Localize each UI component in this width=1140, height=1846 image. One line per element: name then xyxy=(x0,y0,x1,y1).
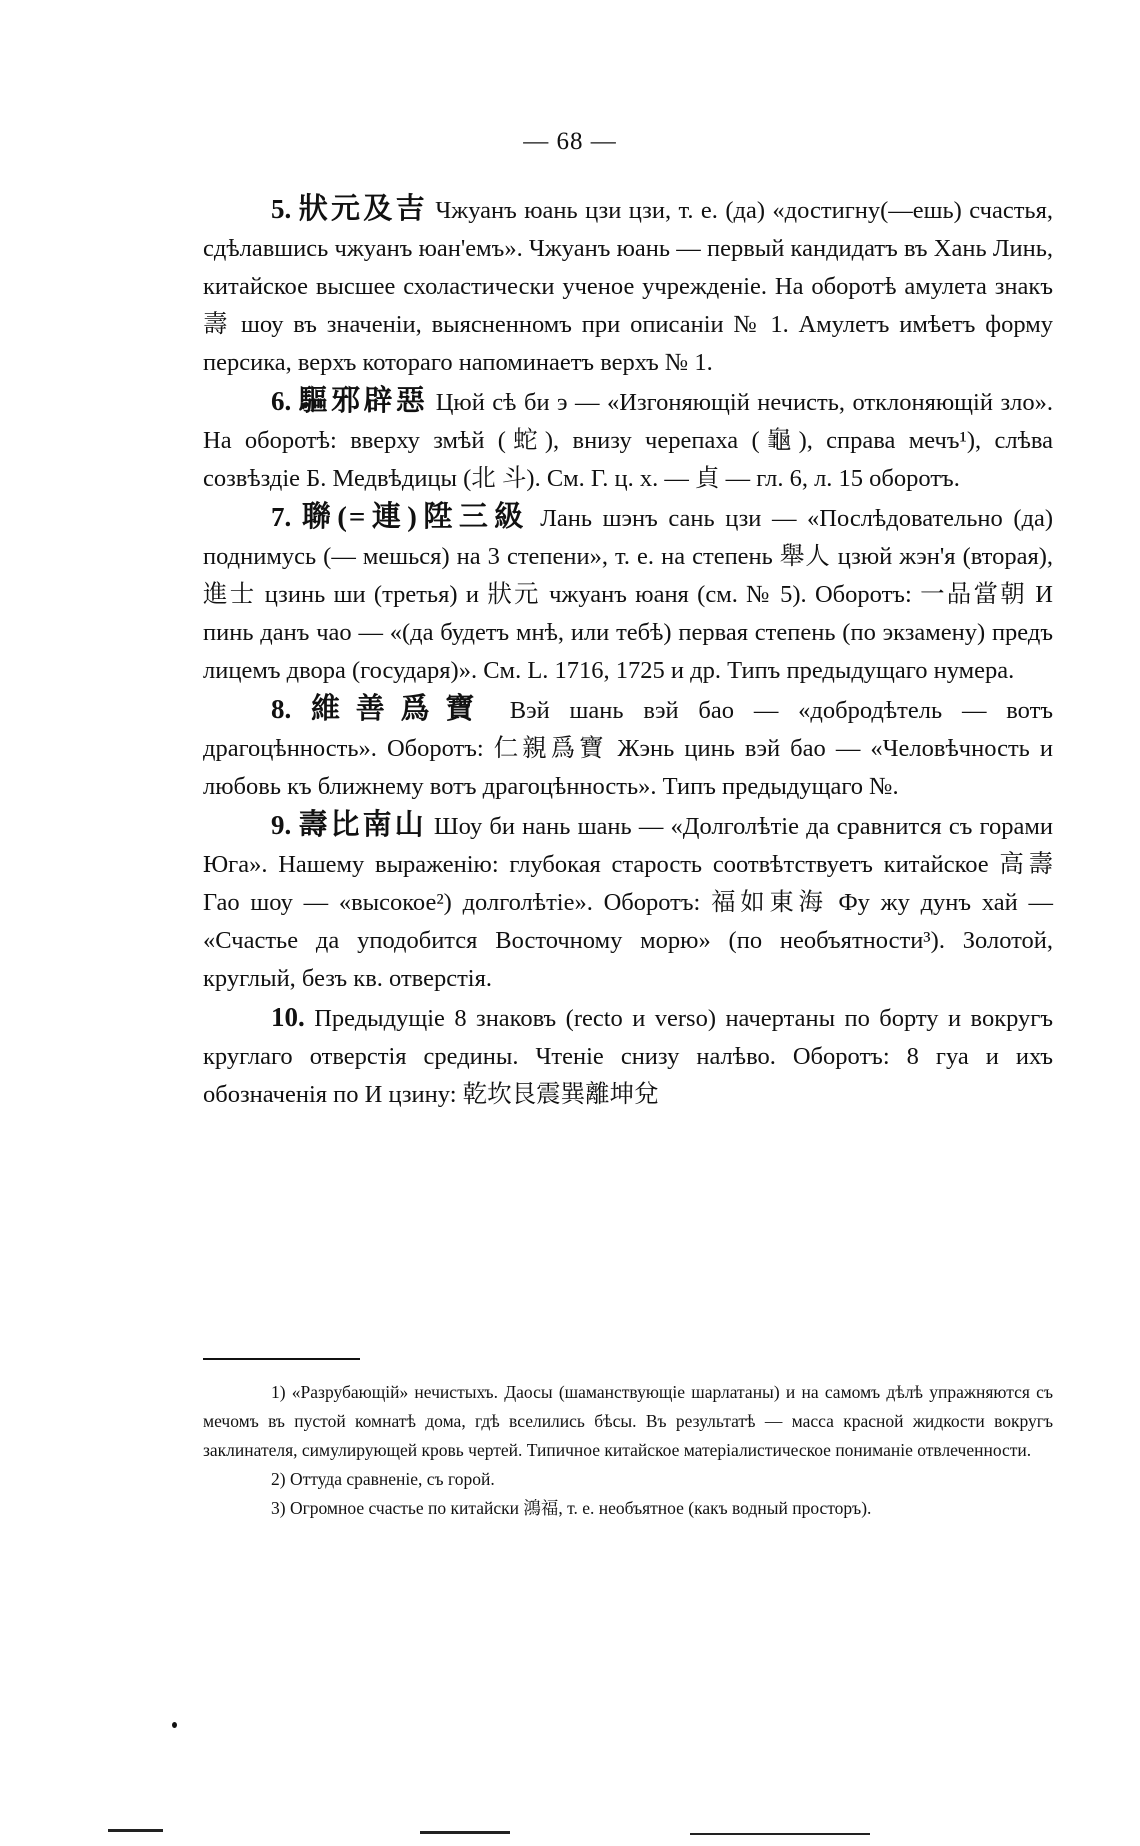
entry-number: 9. xyxy=(271,810,292,840)
entry-number: 8. xyxy=(271,694,292,724)
entry-6 xyxy=(203,382,1053,498)
entry-number: 10. xyxy=(271,1002,305,1032)
page-number: — 68 — xyxy=(523,128,617,155)
entry-heading-chinese: 驅邪辟惡 xyxy=(298,385,429,417)
entry-heading-chinese: 聯(=連)陞三級 xyxy=(301,501,530,533)
entry-text: Цюй сѣ би э — «Изгоняющій нечисть, отклоняющій зло». На оборотѣ: вверху змѣй (蛇), внизу черепаха (龜), справа мечъ¹), слѣва созвѣздіе Б. Медвѣдицы (北 斗). См. Г. ц. х. — 貞 — гл. 6, л. 15 оборотъ. xyxy=(203,389,1053,492)
entry-number: 5. xyxy=(271,194,292,224)
scan-speck xyxy=(172,1722,177,1728)
entry-heading-chinese: 狀元及吉 xyxy=(298,193,428,225)
entry-number: 7. xyxy=(271,502,292,532)
scan-smudge xyxy=(108,1829,163,1832)
entry-text: Шоу би нань шань — «Долголѣтіе да сравнится съ горами Юга». Нашему выраженію: глубокая старость соотвѣтствуетъ китайское 高壽 Гао шоу — «высокое²) долголѣтіе». Оборотъ: 福如東海 Фу жу дунъ хай — «Счастье да уподобится Восточному морю» (по необъятности³). Золотой, круглый, безъ кв. отверстія. xyxy=(203,813,1053,992)
main-text xyxy=(203,190,1053,1114)
entry-10 xyxy=(203,998,1053,1114)
entry-heading-chinese: 壽比南山 xyxy=(298,809,427,841)
entry-text: Чжуанъ юань цзи цзи, т. е. (да) «достигну(—ешь) счастья, сдѣлавшись чжуанъ юан'емъ». Чжуанъ юань — первый кандидатъ въ Хань Линь, китайское высшее схоластически ученое учрежденіе. На оборотѣ амулета знакъ 壽 шоу въ значеніи, выясненномъ при описаніи № 1. Амулетъ имѣетъ форму персика, верхъ котораго напоминаетъ верхъ № 1. xyxy=(203,197,1053,376)
footnote-2: 2) Оттуда сравненіе, съ горой. xyxy=(271,1469,495,1489)
entry-5 xyxy=(203,190,1053,382)
entry-7 xyxy=(203,498,1053,690)
footnotes xyxy=(203,1378,1053,1523)
entry-9 xyxy=(203,806,1053,998)
entry-text: Вэй шань вэй бао — «добродѣтель — вотъ драгоцѣнность». Оборотъ: 仁親爲寶 Жэнь цинь вэй бао — «Человѣчность и любовь къ ближнему вотъ драгоцѣнность». Типъ предыдущаго №. xyxy=(203,697,1053,800)
scan-smudge xyxy=(690,1833,870,1835)
entry-heading-chinese: 維善爲寶 xyxy=(311,693,490,725)
footnote-separator xyxy=(203,1358,360,1360)
footnote-1: 1) «Разрубающій» нечистыхъ. Даосы (шаманствующіе шарлатаны) и на самомъ дѣлѣ упражняются съ мечомъ въ пустой комнатѣ дома, гдѣ вселились бѣсы. Въ результатѣ — масса красной жидкости вокругъ заклинателя, симулирующей кровь чертей. Типичное китайское матеріалистическое пониманіе отвлеченности. xyxy=(203,1382,1053,1460)
footnote-3: 3) Огромное счастье по китайски 鴻福, т. е. необъятное (какъ водный просторъ). xyxy=(271,1498,872,1518)
entry-8 xyxy=(203,690,1053,806)
entry-number: 6. xyxy=(271,386,292,416)
entry-text: Предыдущіе 8 знаковъ (recto и verso) начертаны по борту и вокругъ круглаго отверстія средины. Чтеніе снизу налѣво. Оборотъ: 8 гуа и ихъ обозначенія по И цзину: 乾坎艮震巽離坤兌 xyxy=(203,1005,1053,1108)
scan-smudge xyxy=(420,1831,510,1834)
entry-text: Лань шэнъ сань цзи — «Послѣдовательно (да) поднимусь (— мешься) на 3 степени», т. е. на степень 舉人 цзюй жэн'я (вторая), 進士 цзинь ши (третья) и 狀元 чжуанъ юаня (см. № 5). Оборотъ: 一品當朝 И пинь данъ чао — «(да будетъ мнѣ, или тебѣ) первая степень (по экзамену) предъ лицемъ двора (государя)». См. L. 1716, 1725 и др. Типъ предыдущаго нумера. xyxy=(203,505,1054,684)
